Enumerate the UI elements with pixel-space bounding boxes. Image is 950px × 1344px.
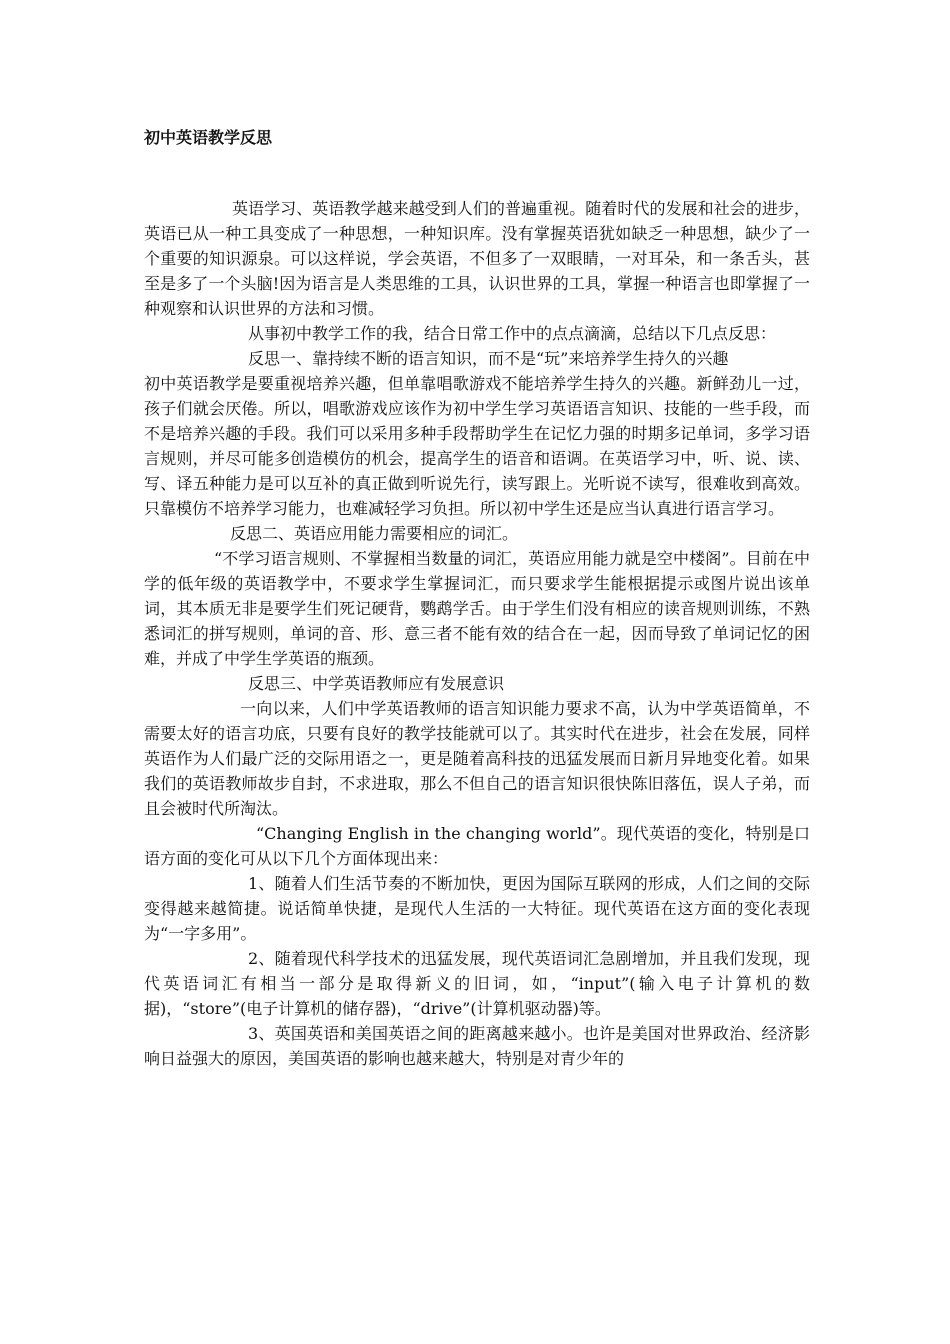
list-item-3: 3、英国英语和美国英语之间的距离越来越小。也许是美国对世界政治、经济影响日益强大的原因，美国英语的影响也越来越大，特别是对青少年的: [144, 1024, 810, 1068]
list-item-1: 1、随着人们生活节奏的不断加快，更因为国际互联网的形成，人们之间的交际变得越来越简捷。说话简单快捷，是现代人生活的一大特征。现代英语在这方面的变化表现为“一字多用”。: [144, 874, 810, 943]
heading-reflection-1: 反思一、靠持续不断的语言知识，而不是“玩”来培养学生持久的兴趣: [248, 349, 729, 368]
paragraph-reflection-3: 一向以来，人们中学英语教师的语言知识能力要求不高，认为中学英语简单，不需要太好的语言功底，只要有良好的教学技能就可以了。其实时代在进步，社会在发展，同样英语作为人们最广泛的交际用语之一，更是随着高科技的迅猛发展而日新月异地变化着。如果我们的英语教师故步自封，不求进取，那么不但自己的语言知识很快陈旧落伍，误人子弟，而且会被时代所淘汰。: [144, 699, 810, 818]
paragraph-changing-english: “Changing English in the changing world”。现代英语的变化，特别是口语方面的变化可从以下几个方面体现出来：: [144, 824, 810, 868]
paragraph-intro: 英语学习、英语教学越来越受到人们的普遍重视。随着时代的发展和社会的进步，英语已从一种工具变成了一种思想，一种知识库。没有掌握英语犹如缺乏一种思想，缺少了一个重要的知识源泉。可以这样说，学会英语，不但多了一双眼睛，一对耳朵，和一条舌头，甚至是多了一个头脑!因为语言是人类思维的工具，认识世界的工具，掌握一种语言也即掌握了一种观察和认识世界的方法和习惯。: [144, 199, 810, 318]
paragraph-reflection-1: 初中英语教学是要重视培养兴趣，但单靠唱歌游戏不能培养学生持久的兴趣。新鲜劲儿一过，孩子们就会厌倦。所以，唱歌游戏应该作为初中学生学习英语语言知识、技能的一些手段，而不是培养兴趣的手段。我们可以采用多种手段帮助学生在记忆力强的时期多记单词，多学习语言规则，并尽可能多创造模仿的机会，提高学生的语音和语调。在英语学习中，听、说、读、写、译五种能力是可以互补的真正做到听说先行，读写跟上。光听说不读写，很难收到高效。只靠模仿不培养学习能力，也难减轻学习负担。所以初中学生还是应当认真进行语言学习。: [144, 374, 810, 518]
heading-reflection-3: 反思三、中学英语教师应有发展意识: [248, 674, 505, 693]
heading-reflection-2: 反思二、英语应用能力需要相应的词汇。: [230, 524, 519, 543]
document-title: 初中英语教学反思: [144, 128, 273, 147]
paragraph-summary: 从事初中教学工作的我，结合日常工作中的点点滴滴，总结以下几点反思：: [248, 324, 777, 343]
document-body: [144, 196, 810, 1071]
paragraph-reflection-2: “不学习语言规则、不掌握相当数量的词汇，英语应用能力就是空中楼阁”。目前在中学的低年级的英语教学中，不要求学生掌握词汇，而只要求学生能根据提示或图片说出该单词，其本质无非是要学生们死记硬背，鹦鹉学舌。由于学生们没有相应的读音规则训练，不熟悉词汇的拼写规则，单词的音、形、意三者不能有效的结合在一起，因而导致了单词记忆的困难，并成了中学生学英语的瓶颈。: [144, 549, 810, 668]
document-page: [144, 0, 810, 1344]
list-item-2: 2、随着现代科学技术的迅猛发展，现代英语词汇急剧增加，并且我们发现，现代英语词汇有相当一部分是取得新义的旧词，如，“input”(输入电子计算机的数据)，“store”(电子计算机的储存器)，“drive”(计算机驱动器)等。: [144, 949, 810, 1018]
